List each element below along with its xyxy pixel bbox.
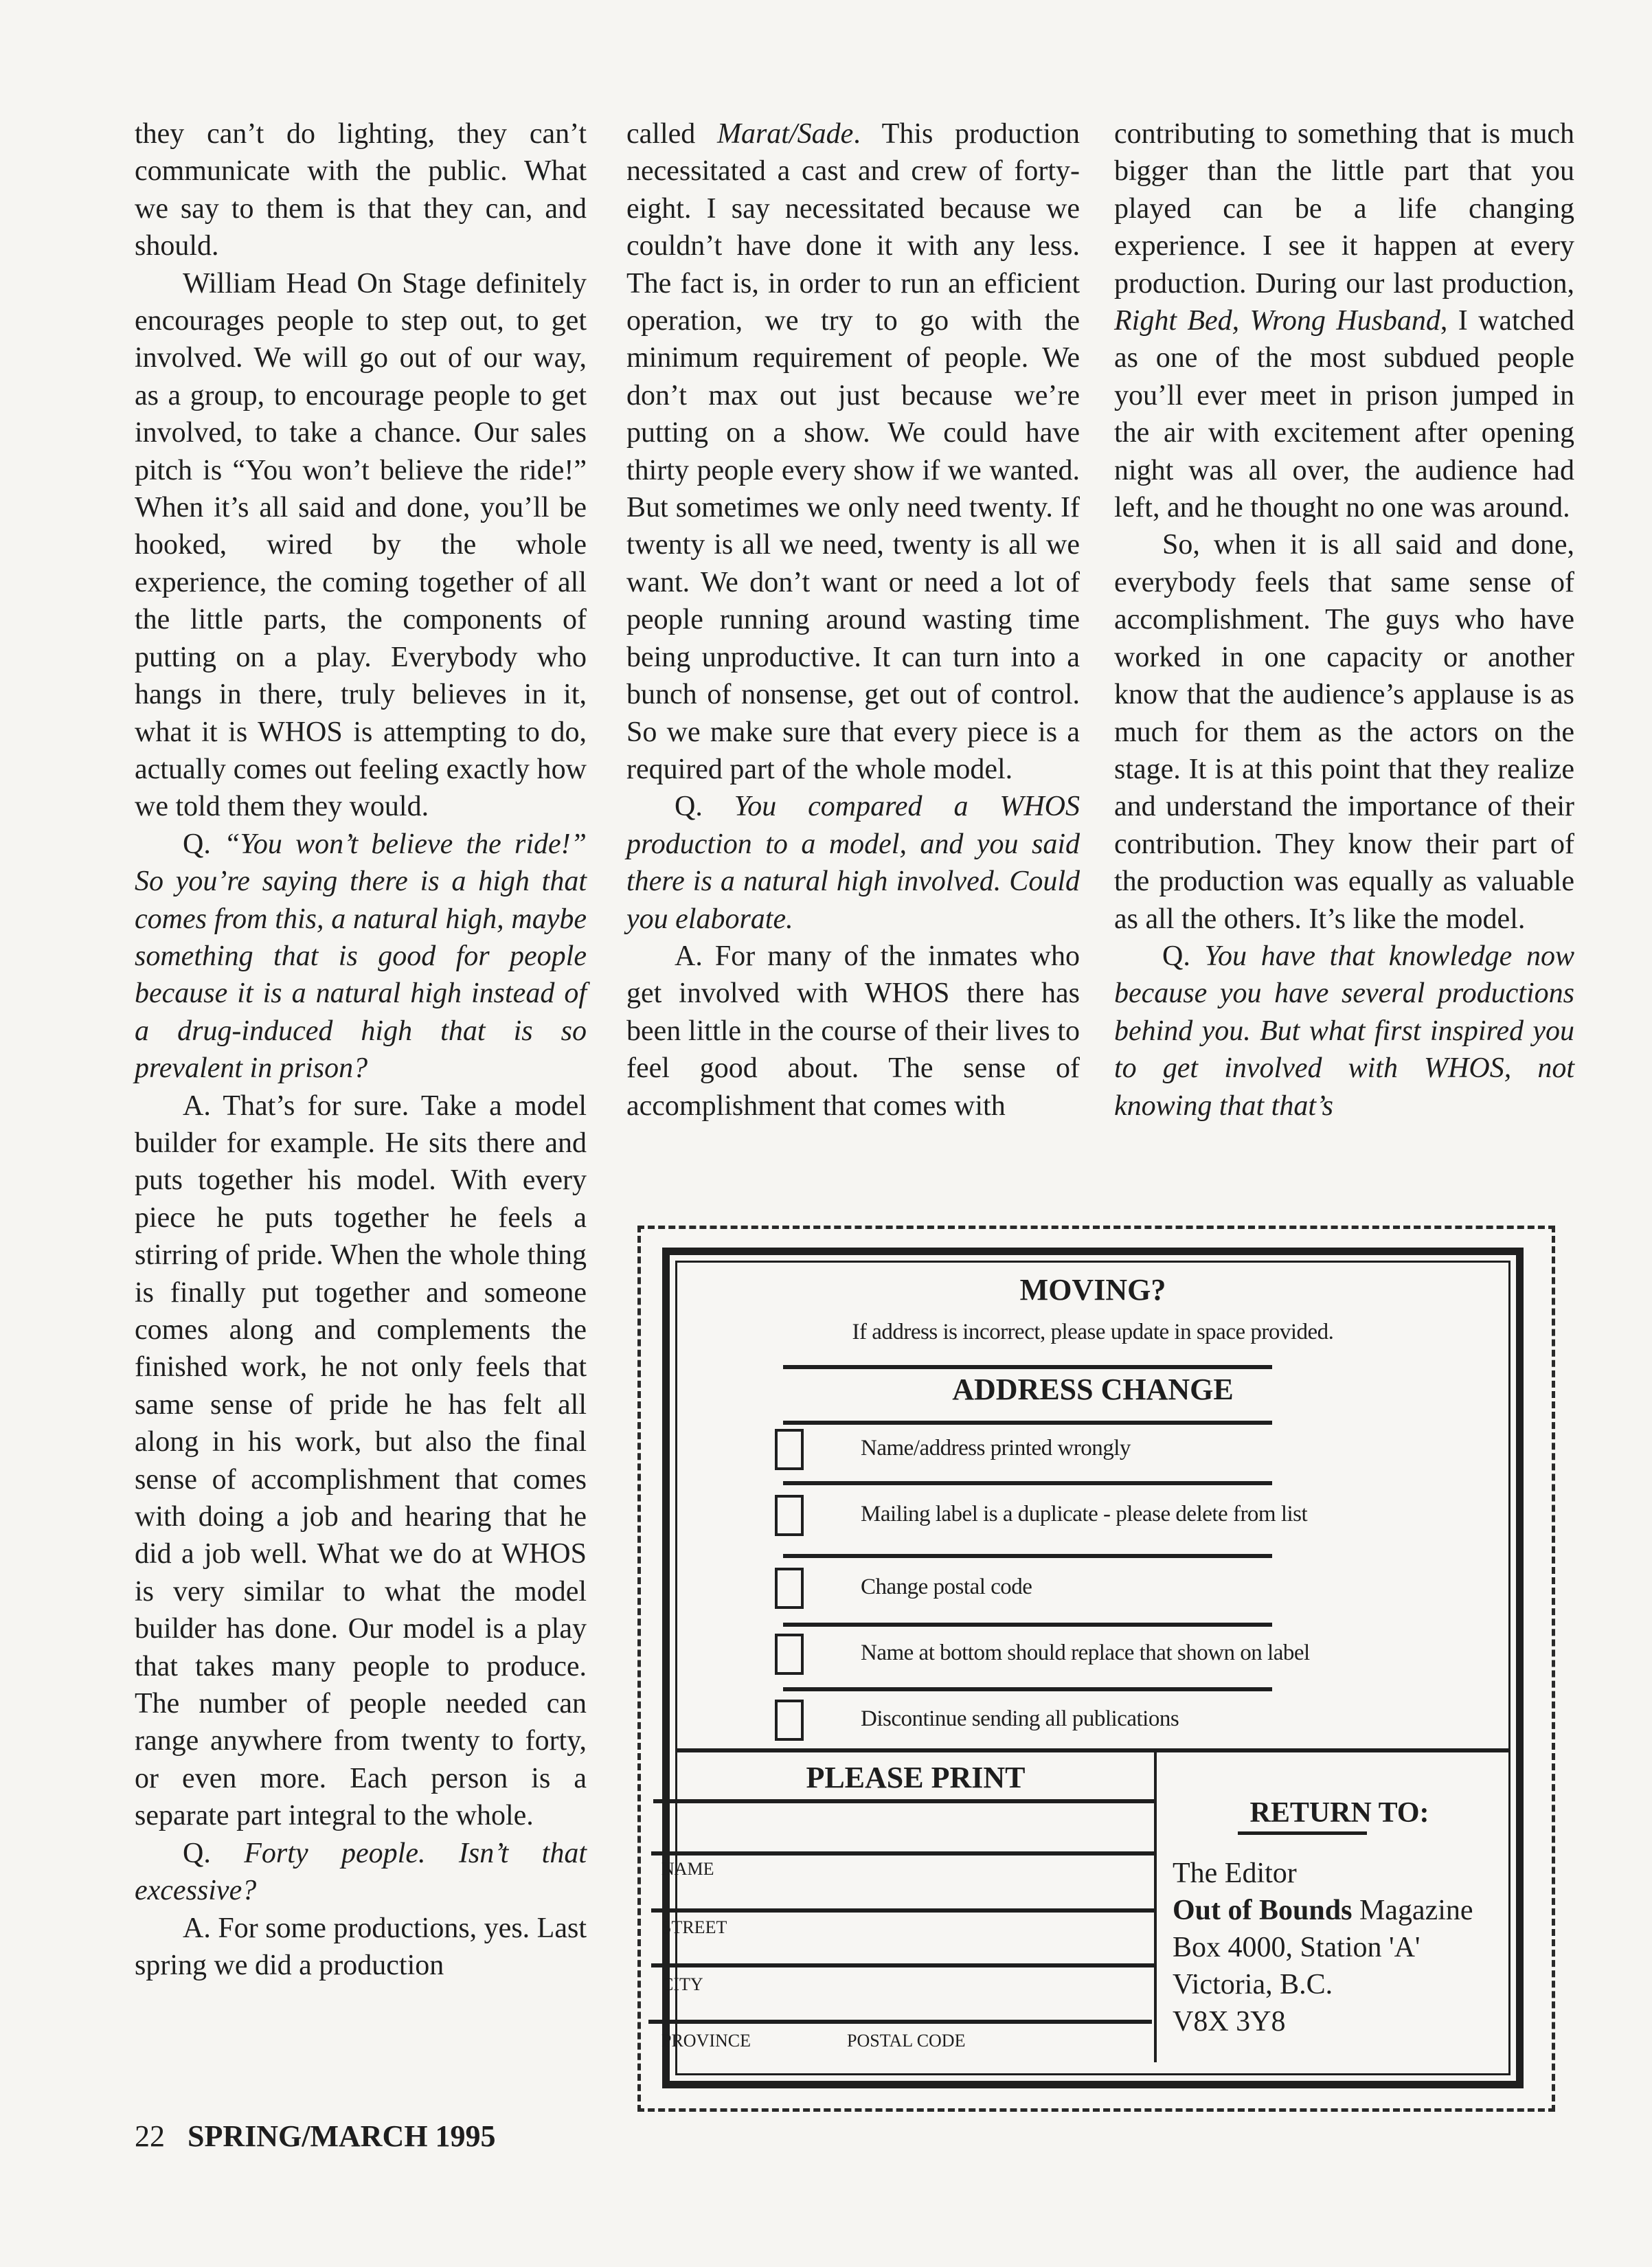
- article-column-1: [135, 115, 587, 1984]
- page-number: 22: [135, 2119, 165, 2153]
- checkbox[interactable]: [775, 1634, 804, 1675]
- question: [135, 826, 587, 1087]
- question: [135, 1835, 587, 1910]
- question-text: Forty people. Isn’t that excessive?: [135, 1837, 587, 1907]
- magazine-name: Out of Bounds: [1173, 1895, 1353, 1926]
- text: . This production necessitated a cast and crew of forty-eight. I say necessitated because we couldn’t have done it with any less. The fact is, in order to run an efficient operation, we try to go with the minimum requirement of people. We don’t max out just because we’re putting on a show. We could have thirty people every show if we wanted. But sometimes we only need twenty. If twenty is all we need, twenty is all we want. We don’t want or need a lot of people running around wasting time being unproductive. It can turn into a bunch of nonsense, get out of control. So we make sure that every piece is a required part of the whole model.: [626, 118, 1080, 785]
- article-column-3: [1114, 115, 1574, 1125]
- checkbox[interactable]: [775, 1700, 804, 1741]
- checkbox[interactable]: [775, 1568, 804, 1609]
- city-field-line[interactable]: [651, 1963, 1155, 1967]
- divider-vertical: [1154, 1752, 1157, 2062]
- province-field-label: PROVINCE: [661, 2031, 751, 2051]
- postal-code-field-label: POSTAL CODE: [847, 2031, 966, 2051]
- return-address-line: Box 4000, Station 'A': [1173, 1932, 1421, 1963]
- answer: A. For some productions, yes. Last spring we did a production: [135, 1912, 587, 1981]
- question-label: Q.: [183, 1837, 211, 1869]
- answer: A. That’s for sure. Take a model builder for example. He sits there and puts together his model. With every piece he puts together he feels a stirring of pride. When the whole thing is finally put together and someone comes along and complements the finished work, he not only feels that same sense of pride he has felt all along in his work, but also the final sense of accomplishment that comes with doing a job and hearing that he did a job well. What we do at WHOS is very similar to what the model builder has done. Our model is a play that takes many people to produce. The number of people needed can range anywhere from twenty to forty, or even more. Each person is a separate part integral to the whole.: [135, 1090, 587, 1832]
- play-title: Right Bed, Wrong Husband: [1114, 305, 1440, 337]
- street-field-line[interactable]: [651, 1908, 1155, 1913]
- article-column-2: [626, 115, 1080, 1125]
- paragraph: William Head On Stage definitely encourages people to step out, to get involved. We will go out of our way, as a group, to encourage people to get involved, to take a chance. Our sales pitch is “You won’t believe the ride!” When it’s all said and done, you’ll be hooked, wired by the whole experience, the coming together of all the little parts, the components of putting on a play. Everybody who hangs in there, truly believes in it, what it is WHOS is attempting to do, actually comes out feeling exactly how we told them they would.: [135, 267, 587, 823]
- checkbox[interactable]: [775, 1495, 804, 1536]
- checkbox[interactable]: [775, 1429, 804, 1470]
- play-title: Marat/Sade: [716, 118, 854, 150]
- province-field-line[interactable]: [648, 2020, 1152, 2024]
- return-address-line: Victoria, B.C.: [1173, 1969, 1333, 2000]
- divider: [653, 1799, 1155, 1803]
- divider: [783, 1421, 1272, 1425]
- form-title: MOVING?: [1019, 1273, 1166, 1307]
- return-to-heading: RETURN TO:: [1249, 1797, 1429, 1829]
- question-text: “You won’t believe the ride!” So you’re saying there is a high that comes from this, a natural high, maybe something that is good for people because it is a natural high instead of a drug-induced high that is so prevalent in prison?: [135, 828, 587, 1085]
- text: Magazine: [1352, 1895, 1473, 1926]
- divider: [783, 1481, 1272, 1485]
- paragraph: they can’t do lighting, they can’t communicate with the public. What we say to them is that they can, and should.: [135, 118, 587, 262]
- divider: [783, 1623, 1272, 1627]
- question-label: Q.: [183, 828, 211, 860]
- divider: [783, 1554, 1272, 1558]
- page-footer: [135, 2116, 496, 2157]
- question-text: You compared a WHOS production to a model, and you said there is a natural high involved. Could you elaborate.: [626, 791, 1080, 935]
- question: [626, 788, 1080, 938]
- name-field-line[interactable]: [651, 1851, 1155, 1856]
- form-subtitle: If address is incorrect, please update in space provided.: [852, 1320, 1334, 1344]
- question-text: You have that knowledge now because you have several productions behind you. But what first inspired you to get involved with WHOS, not knowing that that’s: [1114, 940, 1575, 1122]
- divider: [783, 1365, 1272, 1369]
- return-address-line: The Editor: [1173, 1858, 1297, 1889]
- divider: [677, 1748, 1508, 1752]
- divider: [783, 1687, 1272, 1691]
- answer: A. For many of the inmates who get involved with WHOS there has been little in the course of their lives to feel good about. The sense of accomplishment that comes with: [626, 940, 1080, 1122]
- text: contributing to something that is much bigger than the little part that you played can be a life changing experience. I see it happen at every production. During our last production,: [1114, 118, 1574, 300]
- option-label: Mailing label is a duplicate - please delete from list: [861, 1502, 1308, 1526]
- return-to-underline: [1238, 1831, 1367, 1835]
- option-label: Discontinue sending all publications: [861, 1706, 1179, 1731]
- option-label: Name/address printed wrongly: [861, 1436, 1131, 1460]
- city-field-label: CITY: [661, 1974, 703, 1994]
- question-label: Q.: [1162, 940, 1190, 972]
- name-field-label: NAME: [661, 1859, 714, 1879]
- address-change-heading: ADDRESS CHANGE: [952, 1373, 1234, 1406]
- return-address-line: [1173, 1892, 1473, 1929]
- option-label: Name at bottom should replace that shown on label: [861, 1640, 1310, 1665]
- question: [1114, 938, 1574, 1125]
- paragraph: So, when it is all said and done, everybody feels that same sense of accomplishment. The guys who have worked in one capacity or another know that the audience’s applause is as much for them as the actors on the stage. It is at this point that they realize and understand the importance of their contribution. They know their part of the production was equally as valuable as all the others. It’s like the model.: [1114, 529, 1574, 935]
- please-print-heading: PLEASE PRINT: [806, 1761, 1026, 1794]
- text: , I watched as one of the most subdued people you’ll ever meet in prison jumped in the air with excitement after opening night was all over, the audience had left, and he thought no one was around.: [1114, 305, 1574, 524]
- street-field-label: STREET: [661, 1917, 727, 1937]
- option-label: Change postal code: [861, 1575, 1032, 1599]
- issue-date: SPRING/MARCH 1995: [188, 2119, 496, 2153]
- paragraph: [626, 115, 1080, 788]
- text: called: [626, 118, 717, 150]
- paragraph: [1114, 115, 1574, 526]
- return-address-postal: V8X 3Y8: [1173, 2006, 1286, 2038]
- question-label: Q.: [675, 791, 703, 823]
